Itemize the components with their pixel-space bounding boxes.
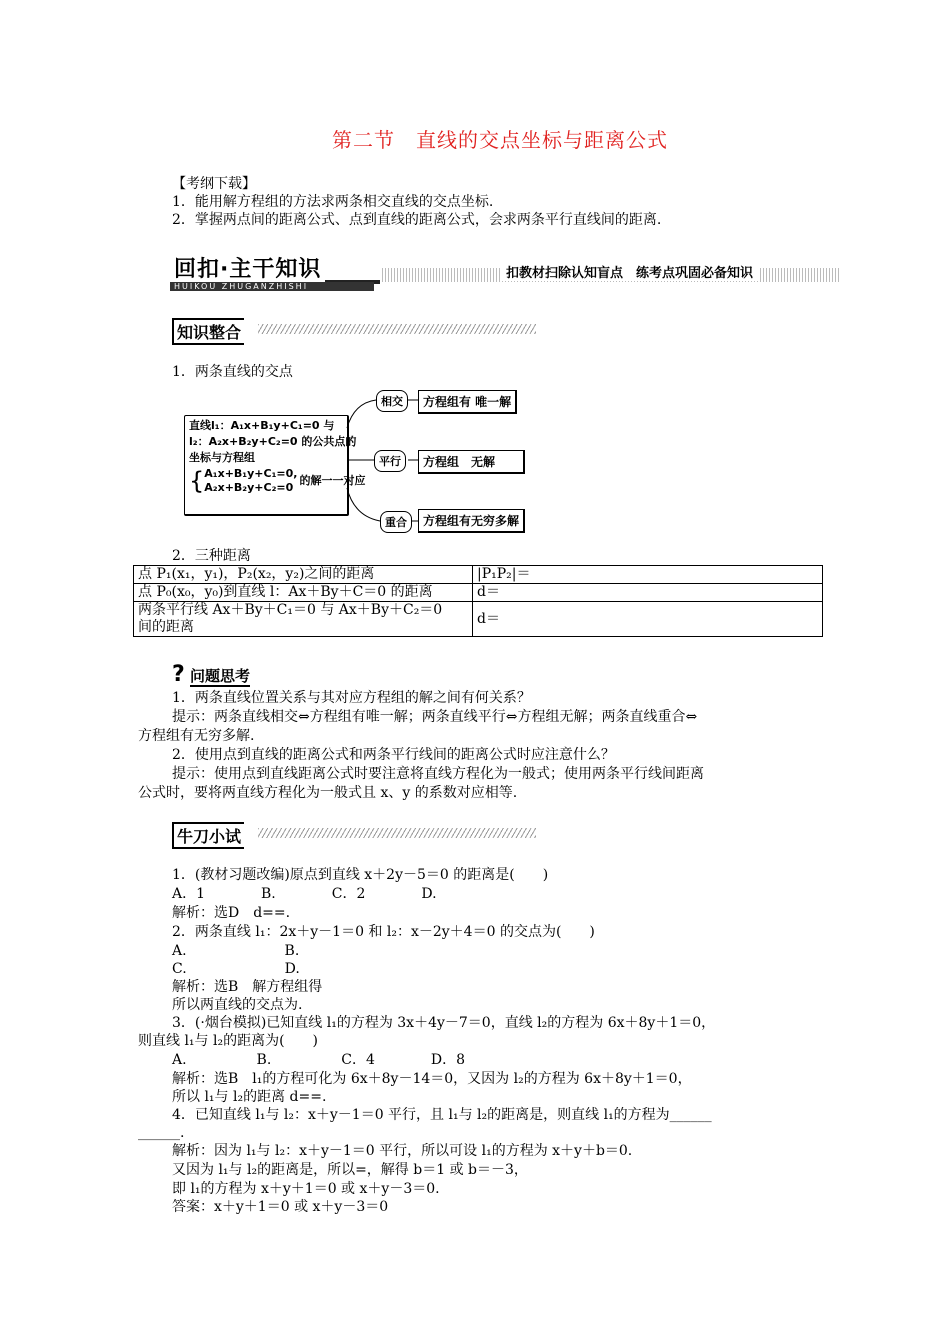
practice-text: ______.	[138, 1125, 185, 1141]
questions-label: ? 问题思考	[172, 662, 251, 687]
practice-text: 2．两条直线 l₁：2x＋y－1＝0 和 l₂：x－2y＋4＝0 的交点为( )	[172, 924, 595, 940]
practice-text: 3．(·烟台模拟)已知直线 l₁的方程为 3x＋4y－7＝0，直线 l₂的方程为 6x＋8y＋1＝0，	[172, 1015, 716, 1031]
distance-table	[133, 565, 823, 637]
diagram-main-box: 直线l₁：A₁x+B₁y+C₁=0 与 l₂：A₂x+B₂y+C₂=0 的公共点的 坐标与方程组 { A₁x+B₁y+C₁=0, A₂x+B₂y+C₂=0 的解一一对应	[184, 415, 349, 516]
practice-text: 所以两直线的交点为.	[172, 997, 303, 1013]
result-coincide: 方程组有无穷多解	[418, 509, 525, 533]
question-text: 提示：两条直线相交⇔方程组有唯一解；两条直线平行⇔方程组无解；两条直线重合⇔	[172, 709, 698, 725]
section-label-practice: 牛刀小试	[172, 822, 244, 849]
item-heading: 1．两条直线的交点	[172, 364, 293, 380]
table-row	[134, 584, 823, 602]
question-mark-icon: ?	[172, 662, 185, 687]
table-row	[134, 602, 823, 637]
practice-text: 即 l₁的方程为 x＋y＋1＝0 或 x＋y－3＝0.	[172, 1181, 440, 1197]
practice-text: A．1 B. C．2 D.	[172, 886, 437, 902]
question-text: 提示：使用点到直线距离公式时要注意将直线方程化为一般式；使用两条平行线间距离	[172, 766, 704, 782]
node-coincide: 重合	[380, 511, 412, 533]
practice-text: 解析：因为 l₁与 l₂：x＋y－1＝0 平行，所以可设 l₁的方程为 x＋y＋b＝0.	[172, 1143, 633, 1159]
hatch-divider	[258, 324, 536, 334]
practice-text: 又因为 l₁与 l₂的距离是，所以=，解得 b＝1 或 b＝－3，	[172, 1162, 528, 1178]
table-row	[134, 566, 823, 584]
banner-subtitle: 扣教材扫除认知盲点 练考点巩固必备知识	[500, 262, 759, 281]
question-text: 2．使用点到直线的距离公式和两条平行线间的距离公式时应注意什么？	[172, 747, 615, 763]
practice-text: 则直线 l₁与 l₂的距离为( )	[138, 1033, 319, 1049]
hatch-divider	[258, 828, 536, 838]
practice-text: 解析：选B 解方程组得	[172, 979, 323, 995]
table-cell: d＝	[473, 584, 823, 602]
practice-text: 答案：x＋y＋1＝0 或 x＋y－3＝0	[172, 1199, 389, 1215]
practice-text: 所以 l₁与 l₂的距离 d==.	[172, 1089, 327, 1105]
practice-text: A. B.	[172, 943, 300, 959]
practice-text: A. B. C．4 D．8	[172, 1052, 466, 1068]
question-text: 1．两条直线位置关系与其对应方程组的解之间有何关系？	[172, 690, 531, 706]
intersection-diagram	[184, 388, 534, 528]
practice-text: 1．(教材习题改编)原点到直线 x＋2y－5＝0 的距离是( )	[172, 867, 549, 883]
outline-item: 1．能用解方程组的方法求两条相交直线的交点坐标.	[172, 194, 494, 210]
practice-text: 4．已知直线 l₁与 l₂：x＋y－1＝0 平行，且 l₁与 l₂的距离是，则直线 l₁的方程为______	[172, 1107, 712, 1123]
practice-text: 解析：选D d==.	[172, 905, 291, 921]
table-cell: 点 P₁(x₁，y₁)，P₂(x₂，y₂)之间的距离	[134, 566, 473, 584]
table-cell: |P₁P₂|＝	[473, 566, 823, 584]
node-intersect: 相交	[376, 390, 408, 412]
section-banner	[170, 252, 840, 290]
practice-text: C. D.	[172, 961, 300, 977]
banner-main-title: 回扣·主干知识	[170, 252, 380, 284]
question-text: 方程组有无穷多解.	[138, 728, 255, 744]
outline-heading: 【考纲下载】	[172, 176, 256, 192]
page-title: 第二节 直线的交点坐标与距离公式	[332, 128, 668, 152]
table-cell: 两条平行线 Ax＋By＋C₁＝0 与 Ax＋By＋C₂＝0 间的距离	[134, 602, 473, 637]
item-heading: 2．三种距离	[172, 548, 251, 564]
table-cell: d＝	[473, 602, 823, 637]
node-parallel: 平行	[374, 450, 406, 472]
section-label-knowledge: 知识整合	[172, 318, 244, 345]
result-intersect: 方程组有 唯一解	[418, 390, 517, 414]
table-cell: 点 P₀(x₀，y₀)到直线 l：Ax＋By＋C＝0 的距离	[134, 584, 473, 602]
practice-text: 解析：选B l₁的方程可化为 6x＋8y－14＝0，又因为 l₂的方程为 6x＋8y＋1＝0，	[172, 1071, 692, 1087]
outline-item: 2．掌握两点间的距离公式、点到直线的距离公式，会求两条平行直线间的距离.	[172, 212, 662, 228]
result-parallel: 方程组 无解	[418, 450, 525, 474]
question-text: 公式时，要将两直线方程化为一般式且 x、y 的系数对应相等.	[138, 785, 518, 801]
banner-pinyin: HUIKOU ZHUGANZHISHI	[170, 282, 374, 291]
